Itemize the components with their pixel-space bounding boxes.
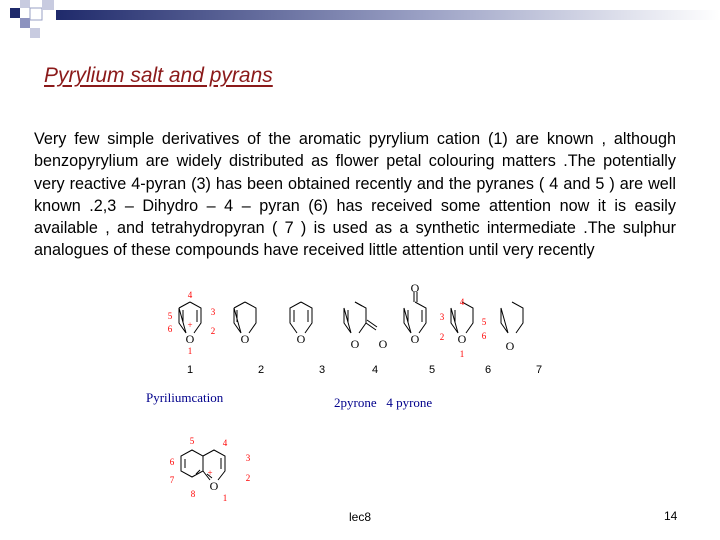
position-number: 2 xyxy=(210,326,216,336)
position-number: 3 xyxy=(439,312,445,322)
position-number: 1 xyxy=(222,493,228,503)
page-number: 14 xyxy=(664,509,678,523)
position-number: 3 xyxy=(210,307,216,317)
position-number: 1 xyxy=(459,349,465,359)
position-number: 5 xyxy=(481,317,487,327)
compound-number: 5 xyxy=(428,364,436,376)
compound-number: 4 xyxy=(371,364,379,376)
compound-number: 2 xyxy=(257,364,265,376)
position-number: 1 xyxy=(187,346,193,356)
position-number: 4 xyxy=(222,438,228,448)
oxygen-atom: O xyxy=(350,337,360,351)
compound-number: 7 xyxy=(535,364,543,376)
position-number: 5 xyxy=(167,311,173,321)
plus-sign: + xyxy=(187,320,193,330)
position-number: 6 xyxy=(167,324,173,334)
body-paragraph: Very few simple derivatives of the aromatic pyrylium cation (1) are known , although benzopyrylium are widely distributed as flower petal colouring matters .The potentially very reactive 4-pyran (3) has been obtained recently and the pyranes ( 4 and 5 ) are well known .2,3 – Dihydro – 4 – pyran (6) has received some attention now it is easily available , and tetrahydropyran ( 7 ) is used as a synthetic intermediate .The sulphur analogues of these compounds have received little attention until very recently xyxy=(34,130,676,260)
oxygen-atom: O xyxy=(410,281,420,295)
compound-number: 3 xyxy=(318,364,326,376)
position-number: 5 xyxy=(189,436,195,446)
oxygen-atom: O xyxy=(378,337,388,351)
oxygen-atom: O xyxy=(296,332,306,346)
oxygen-atom: O xyxy=(410,332,420,346)
position-number: 6 xyxy=(481,331,487,341)
oxygen-atom: O xyxy=(240,332,250,346)
position-number: 3 xyxy=(245,453,251,463)
position-number: 2 xyxy=(439,332,445,342)
pyrylium-caption: Pyriliumcation xyxy=(146,390,224,405)
footer-label: lec8 xyxy=(349,510,372,524)
oxygen-atom: O xyxy=(505,339,515,353)
position-number: 2 xyxy=(245,473,251,483)
position-number: 6 xyxy=(169,457,175,467)
compound-number: 1 xyxy=(186,364,194,376)
oxygen-atom: O xyxy=(457,332,467,346)
position-number: 8 xyxy=(190,489,196,499)
position-number: 7 xyxy=(169,475,175,485)
plus-sign: + xyxy=(207,468,213,478)
position-number: 4 xyxy=(187,290,193,300)
position-number: 4 xyxy=(459,297,465,307)
page-title: Pyrylium salt and pyrans xyxy=(44,64,273,87)
oxygen-atom: O xyxy=(209,479,219,493)
compound-number: 6 xyxy=(484,364,492,376)
oxygen-atom: O xyxy=(185,332,195,346)
pyrone-caption: 2pyrone 4 pyrone xyxy=(334,395,433,410)
